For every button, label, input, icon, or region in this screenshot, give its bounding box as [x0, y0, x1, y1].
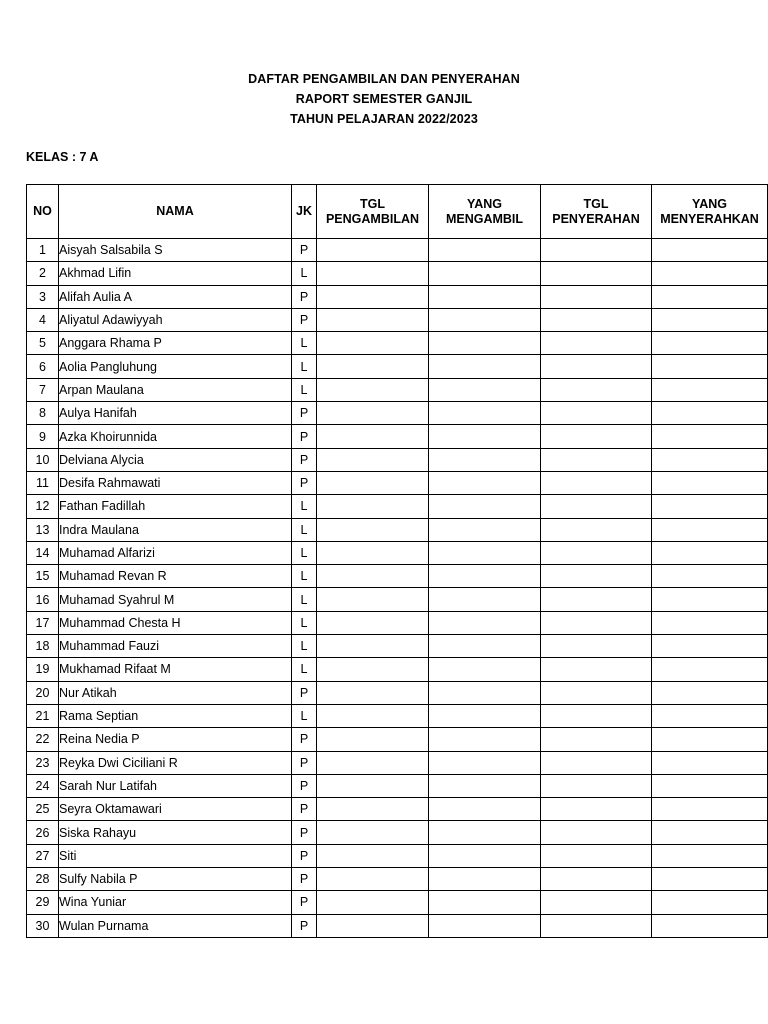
tgl-penyerahan-cell — [541, 495, 652, 518]
row-number: 3 — [27, 285, 59, 308]
header-no: NO — [27, 185, 59, 239]
table-row — [27, 285, 768, 308]
yang-menyerahkan-cell — [652, 448, 768, 471]
yang-mengambil-cell — [429, 518, 541, 541]
tgl-penyerahan-cell — [541, 355, 652, 378]
student-gender: P — [292, 681, 317, 704]
table-row — [27, 518, 768, 541]
yang-mengambil-cell — [429, 611, 541, 634]
student-gender: P — [292, 308, 317, 331]
tgl-penyerahan-cell — [541, 658, 652, 681]
tgl-pengambilan-cell — [317, 751, 429, 774]
student-name: Aulya Hanifah — [59, 402, 292, 425]
student-name: Aisyah Salsabila S — [59, 239, 292, 262]
row-number: 4 — [27, 308, 59, 331]
student-gender: L — [292, 262, 317, 285]
tgl-penyerahan-cell — [541, 728, 652, 751]
yang-mengambil-cell — [429, 378, 541, 401]
title-line-2: RAPORT SEMESTER GANJIL — [295, 92, 473, 106]
student-name: Aolia Pangluhung — [59, 355, 292, 378]
tgl-penyerahan-cell — [541, 681, 652, 704]
row-number: 21 — [27, 704, 59, 727]
student-name: Desifa Rahmawati — [59, 471, 292, 494]
yang-menyerahkan-cell — [652, 308, 768, 331]
class-label: KELAS : 7 A — [26, 150, 99, 164]
tgl-pengambilan-cell — [317, 518, 429, 541]
tgl-penyerahan-cell — [541, 565, 652, 588]
tgl-penyerahan-cell — [541, 262, 652, 285]
student-gender: L — [292, 541, 317, 564]
student-name: Fathan Fadillah — [59, 495, 292, 518]
tgl-penyerahan-cell — [541, 635, 652, 658]
table-row — [27, 239, 768, 262]
student-name: Mukhamad Rifaat M — [59, 658, 292, 681]
student-gender: L — [292, 611, 317, 634]
student-name: Alifah Aulia A — [59, 285, 292, 308]
student-gender: P — [292, 891, 317, 914]
yang-menyerahkan-cell — [652, 914, 768, 937]
yang-menyerahkan-cell — [652, 774, 768, 797]
row-number: 20 — [27, 681, 59, 704]
tgl-pengambilan-cell — [317, 285, 429, 308]
yang-mengambil-cell — [429, 285, 541, 308]
header-tgl-pengambilan: TGL PENGAMBILAN — [317, 185, 429, 239]
tgl-pengambilan-cell — [317, 565, 429, 588]
document-title — [0, 69, 768, 129]
yang-menyerahkan-cell — [652, 635, 768, 658]
table-row — [27, 635, 768, 658]
student-name: Indra Maulana — [59, 518, 292, 541]
student-name: Arpan Maulana — [59, 378, 292, 401]
yang-mengambil-cell — [429, 798, 541, 821]
tgl-penyerahan-cell — [541, 518, 652, 541]
student-name: Delviana Alycia — [59, 448, 292, 471]
student-gender: P — [292, 798, 317, 821]
student-gender: P — [292, 751, 317, 774]
student-gender: L — [292, 378, 317, 401]
tgl-pengambilan-cell — [317, 844, 429, 867]
row-number: 14 — [27, 541, 59, 564]
yang-menyerahkan-cell — [652, 658, 768, 681]
student-name: Muhammad Chesta H — [59, 611, 292, 634]
tgl-penyerahan-cell — [541, 402, 652, 425]
row-number: 23 — [27, 751, 59, 774]
yang-mengambil-cell — [429, 425, 541, 448]
yang-menyerahkan-cell — [652, 518, 768, 541]
yang-mengambil-cell — [429, 774, 541, 797]
row-number: 19 — [27, 658, 59, 681]
yang-mengambil-cell — [429, 751, 541, 774]
row-number: 9 — [27, 425, 59, 448]
table-row — [27, 704, 768, 727]
tgl-pengambilan-cell — [317, 448, 429, 471]
yang-mengambil-cell — [429, 355, 541, 378]
student-gender: L — [292, 635, 317, 658]
table-row — [27, 611, 768, 634]
yang-mengambil-cell — [429, 262, 541, 285]
tgl-pengambilan-cell — [317, 774, 429, 797]
student-name: Azka Khoirunnida — [59, 425, 292, 448]
tgl-pengambilan-cell — [317, 658, 429, 681]
student-name: Reyka Dwi Ciciliani R — [59, 751, 292, 774]
table-row — [27, 658, 768, 681]
tgl-pengambilan-cell — [317, 798, 429, 821]
student-name: Siska Rahayu — [59, 821, 292, 844]
tgl-penyerahan-cell — [541, 774, 652, 797]
yang-mengambil-cell — [429, 588, 541, 611]
yang-mengambil-cell — [429, 471, 541, 494]
tgl-pengambilan-cell — [317, 891, 429, 914]
student-gender: L — [292, 565, 317, 588]
student-gender: P — [292, 914, 317, 937]
tgl-penyerahan-cell — [541, 285, 652, 308]
yang-menyerahkan-cell — [652, 704, 768, 727]
title-line-1: DAFTAR PENGAMBILAN DAN PENYERAHAN — [248, 72, 520, 86]
yang-menyerahkan-cell — [652, 588, 768, 611]
tgl-pengambilan-cell — [317, 332, 429, 355]
table-row — [27, 355, 768, 378]
table-row — [27, 751, 768, 774]
student-name: Sulfy Nabila P — [59, 868, 292, 891]
row-number: 7 — [27, 378, 59, 401]
student-name: Wulan Purnama — [59, 914, 292, 937]
tgl-pengambilan-cell — [317, 821, 429, 844]
row-number: 25 — [27, 798, 59, 821]
table-row — [27, 891, 768, 914]
tgl-penyerahan-cell — [541, 704, 652, 727]
table-row — [27, 541, 768, 564]
tgl-pengambilan-cell — [317, 495, 429, 518]
table-row — [27, 914, 768, 937]
roster-table — [26, 184, 768, 938]
yang-mengambil-cell — [429, 658, 541, 681]
tgl-pengambilan-cell — [317, 704, 429, 727]
student-name: Reina Nedia P — [59, 728, 292, 751]
tgl-pengambilan-cell — [317, 402, 429, 425]
table-row — [27, 565, 768, 588]
student-name: Rama Septian — [59, 704, 292, 727]
table-row — [27, 868, 768, 891]
yang-mengambil-cell — [429, 914, 541, 937]
table-row — [27, 588, 768, 611]
student-gender: L — [292, 588, 317, 611]
yang-mengambil-cell — [429, 844, 541, 867]
student-name: Muhamad Revan R — [59, 565, 292, 588]
student-gender: L — [292, 332, 317, 355]
yang-mengambil-cell — [429, 541, 541, 564]
tgl-pengambilan-cell — [317, 728, 429, 751]
student-name: Sarah Nur Latifah — [59, 774, 292, 797]
tgl-pengambilan-cell — [317, 239, 429, 262]
table-row — [27, 471, 768, 494]
yang-mengambil-cell — [429, 402, 541, 425]
table-row — [27, 681, 768, 704]
row-number: 13 — [27, 518, 59, 541]
student-name: Aliyatul Adawiyyah — [59, 308, 292, 331]
row-number: 16 — [27, 588, 59, 611]
row-number: 22 — [27, 728, 59, 751]
student-name: Muhammad Fauzi — [59, 635, 292, 658]
student-name: Seyra Oktamawari — [59, 798, 292, 821]
tgl-penyerahan-cell — [541, 798, 652, 821]
tgl-pengambilan-cell — [317, 541, 429, 564]
tgl-penyerahan-cell — [541, 844, 652, 867]
yang-mengambil-cell — [429, 332, 541, 355]
yang-menyerahkan-cell — [652, 239, 768, 262]
row-number: 8 — [27, 402, 59, 425]
yang-menyerahkan-cell — [652, 471, 768, 494]
student-name: Siti — [59, 844, 292, 867]
student-gender: L — [292, 355, 317, 378]
table-row — [27, 262, 768, 285]
yang-menyerahkan-cell — [652, 798, 768, 821]
student-name: Wina Yuniar — [59, 891, 292, 914]
yang-menyerahkan-cell — [652, 611, 768, 634]
title-line-3: TAHUN PELAJARAN 2022/2023 — [290, 112, 478, 126]
tgl-pengambilan-cell — [317, 681, 429, 704]
yang-menyerahkan-cell — [652, 402, 768, 425]
tgl-penyerahan-cell — [541, 821, 652, 844]
table-row — [27, 378, 768, 401]
student-name: Akhmad Lifin — [59, 262, 292, 285]
row-number: 6 — [27, 355, 59, 378]
header-yang-mengambil: YANG MENGAMBIL — [429, 185, 541, 239]
student-gender: P — [292, 239, 317, 262]
student-gender: P — [292, 868, 317, 891]
tgl-pengambilan-cell — [317, 868, 429, 891]
student-gender: P — [292, 844, 317, 867]
student-gender: P — [292, 402, 317, 425]
yang-mengambil-cell — [429, 704, 541, 727]
yang-menyerahkan-cell — [652, 868, 768, 891]
yang-mengambil-cell — [429, 891, 541, 914]
student-name: Muhamad Alfarizi — [59, 541, 292, 564]
student-name: Muhamad Syahrul M — [59, 588, 292, 611]
student-gender: P — [292, 821, 317, 844]
table-row — [27, 798, 768, 821]
row-number: 26 — [27, 821, 59, 844]
table-row — [27, 844, 768, 867]
row-number: 15 — [27, 565, 59, 588]
student-gender: P — [292, 774, 317, 797]
tgl-penyerahan-cell — [541, 868, 652, 891]
table-row — [27, 774, 768, 797]
tgl-pengambilan-cell — [317, 635, 429, 658]
student-gender: P — [292, 425, 317, 448]
student-gender: P — [292, 448, 317, 471]
yang-mengambil-cell — [429, 868, 541, 891]
table-row — [27, 308, 768, 331]
tgl-pengambilan-cell — [317, 611, 429, 634]
yang-mengambil-cell — [429, 821, 541, 844]
row-number: 17 — [27, 611, 59, 634]
table-row — [27, 402, 768, 425]
student-gender: P — [292, 285, 317, 308]
yang-mengambil-cell — [429, 681, 541, 704]
student-gender: P — [292, 471, 317, 494]
header-jk: JK — [292, 185, 317, 239]
yang-menyerahkan-cell — [652, 332, 768, 355]
row-number: 27 — [27, 844, 59, 867]
row-number: 1 — [27, 239, 59, 262]
yang-menyerahkan-cell — [652, 565, 768, 588]
tgl-penyerahan-cell — [541, 588, 652, 611]
table-header-row — [27, 185, 768, 239]
row-number: 29 — [27, 891, 59, 914]
yang-mengambil-cell — [429, 495, 541, 518]
tgl-penyerahan-cell — [541, 332, 652, 355]
yang-mengambil-cell — [429, 448, 541, 471]
tgl-pengambilan-cell — [317, 914, 429, 937]
yang-menyerahkan-cell — [652, 821, 768, 844]
student-gender: L — [292, 704, 317, 727]
header-nama: NAMA — [59, 185, 292, 239]
row-number: 24 — [27, 774, 59, 797]
row-number: 18 — [27, 635, 59, 658]
yang-menyerahkan-cell — [652, 891, 768, 914]
student-gender: P — [292, 728, 317, 751]
yang-menyerahkan-cell — [652, 262, 768, 285]
tgl-penyerahan-cell — [541, 751, 652, 774]
row-number: 30 — [27, 914, 59, 937]
tgl-penyerahan-cell — [541, 891, 652, 914]
tgl-penyerahan-cell — [541, 308, 652, 331]
tgl-penyerahan-cell — [541, 448, 652, 471]
table-row — [27, 728, 768, 751]
student-name: Anggara Rhama P — [59, 332, 292, 355]
yang-menyerahkan-cell — [652, 425, 768, 448]
table-row — [27, 821, 768, 844]
row-number: 5 — [27, 332, 59, 355]
yang-mengambil-cell — [429, 565, 541, 588]
student-name: Nur Atikah — [59, 681, 292, 704]
tgl-penyerahan-cell — [541, 914, 652, 937]
table-row — [27, 425, 768, 448]
yang-menyerahkan-cell — [652, 728, 768, 751]
tgl-pengambilan-cell — [317, 471, 429, 494]
table-row — [27, 448, 768, 471]
yang-mengambil-cell — [429, 635, 541, 658]
row-number: 11 — [27, 471, 59, 494]
tgl-penyerahan-cell — [541, 425, 652, 448]
yang-menyerahkan-cell — [652, 495, 768, 518]
tgl-pengambilan-cell — [317, 308, 429, 331]
yang-menyerahkan-cell — [652, 285, 768, 308]
tgl-penyerahan-cell — [541, 378, 652, 401]
row-number: 28 — [27, 868, 59, 891]
yang-menyerahkan-cell — [652, 378, 768, 401]
yang-menyerahkan-cell — [652, 541, 768, 564]
header-tgl-penyerahan: TGL PENYERAHAN — [541, 185, 652, 239]
yang-mengambil-cell — [429, 728, 541, 751]
row-number: 2 — [27, 262, 59, 285]
tgl-penyerahan-cell — [541, 541, 652, 564]
yang-menyerahkan-cell — [652, 355, 768, 378]
tgl-pengambilan-cell — [317, 378, 429, 401]
tgl-penyerahan-cell — [541, 471, 652, 494]
student-gender: L — [292, 518, 317, 541]
table-row — [27, 332, 768, 355]
yang-mengambil-cell — [429, 308, 541, 331]
yang-menyerahkan-cell — [652, 844, 768, 867]
student-gender: L — [292, 495, 317, 518]
roster-body — [27, 239, 768, 938]
tgl-penyerahan-cell — [541, 239, 652, 262]
header-yang-menyerahkan: YANG MENYERAHKAN — [652, 185, 768, 239]
tgl-pengambilan-cell — [317, 262, 429, 285]
yang-mengambil-cell — [429, 239, 541, 262]
yang-menyerahkan-cell — [652, 751, 768, 774]
row-number: 12 — [27, 495, 59, 518]
tgl-penyerahan-cell — [541, 611, 652, 634]
student-gender: L — [292, 658, 317, 681]
tgl-pengambilan-cell — [317, 355, 429, 378]
tgl-pengambilan-cell — [317, 588, 429, 611]
table-row — [27, 495, 768, 518]
row-number: 10 — [27, 448, 59, 471]
yang-menyerahkan-cell — [652, 681, 768, 704]
tgl-pengambilan-cell — [317, 425, 429, 448]
